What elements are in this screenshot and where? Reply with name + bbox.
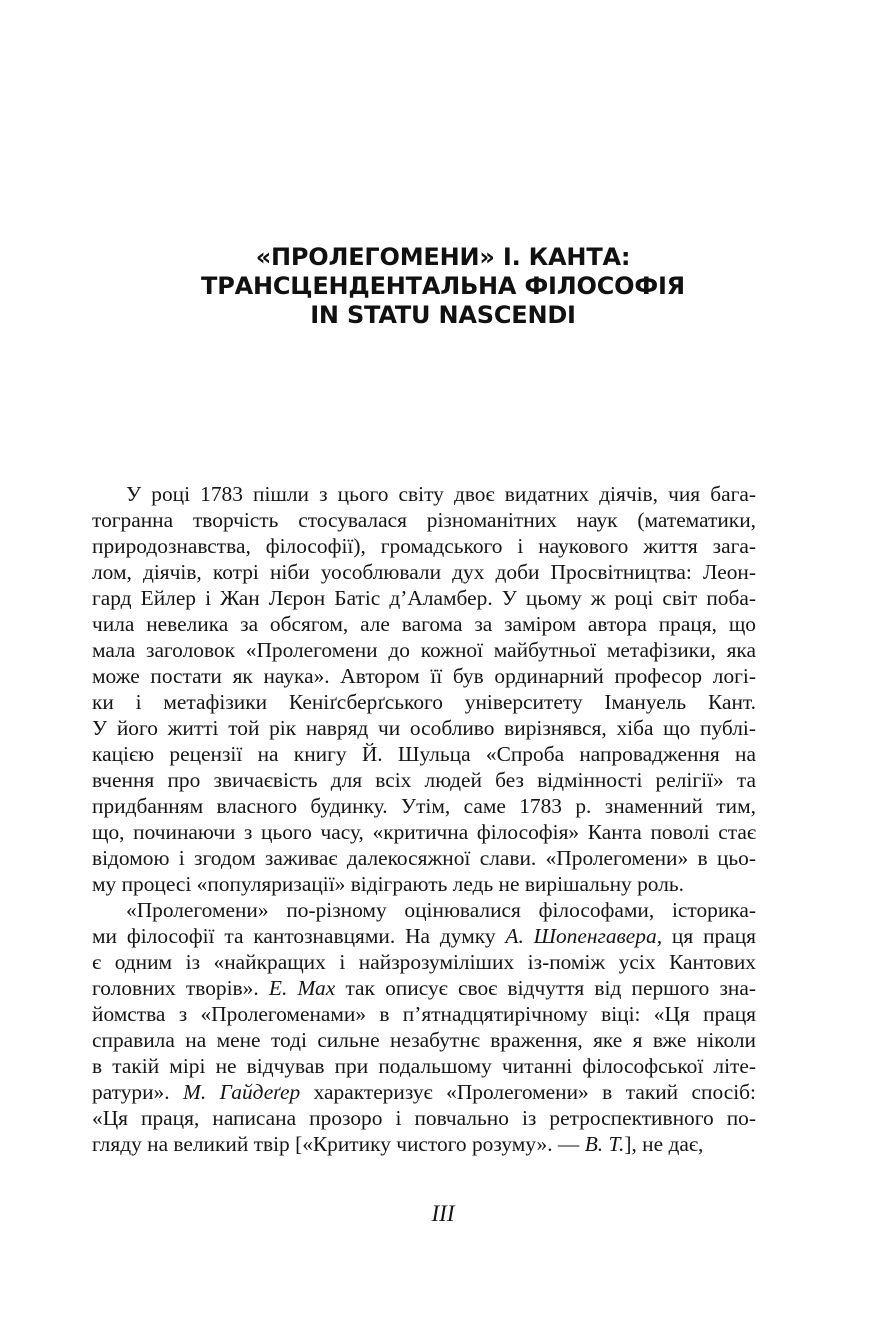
text-line: тогранна творчість стосувалася різноманітних наук (математики, <box>92 508 756 532</box>
text-line: мала заголовок «Пролегомени до кожної майбутньої метафізики, яка <box>92 638 756 662</box>
text-line: відомою і згодом заживає далекосяжної слави. «Пролегомени» в цьо- <box>92 846 756 870</box>
page-number: III <box>431 1201 455 1226</box>
text-line: ратури». М. Гайдеґер характеризує «Пролегомени» в такий спосіб: <box>92 1080 756 1104</box>
italic-name: А. Шопенгавера, <box>505 924 663 948</box>
text-line: в такій мірі не відчував при подальшому читанні філософської літе- <box>92 1054 756 1078</box>
paragraph-1 <box>92 481 756 897</box>
text-line: може постати як наука». Автором її був ординарний професор логі- <box>92 664 756 688</box>
text-line: У році 1783 пішли з цього світу двоє видатних діячів, чия бага- <box>126 482 756 506</box>
italic-name: Е. Мах <box>268 976 336 1000</box>
text-line: У його житті той рік навряд чи особливо вирізнявся, хіба що публі- <box>92 716 756 740</box>
text-line: гляду на великий твір [«Критику чистого розуму». — В. Т.], не дає, <box>92 1132 704 1156</box>
text-line: ки і метафізики Кеніґсберґського університету Імануель Кант. <box>92 690 756 714</box>
text-line: справила на мене тоді сильне незабутнє враження, яке я вже ніколи <box>92 1028 756 1052</box>
chapter-title-line-3: IN STATU NASCENDI <box>310 301 576 329</box>
text-line: є одним із «найкращих і найзрозуміліших із-поміж усіх Кантових <box>92 950 756 974</box>
text-line: придбанням власного будинку. Утім, саме 1783 р. знаменний тим, <box>92 794 756 818</box>
body-text <box>92 481 756 1157</box>
text-line: чила невелика за обсягом, але вагома за заміром автора праця, що <box>92 612 756 636</box>
text-line: «Пролегомени» по-різному оцінювалися філософами, історика- <box>126 898 756 922</box>
text-line: що, починаючи з цього часу, «критична філософія» Канта поволі стає <box>92 820 756 844</box>
text-line: лом, діячів, котрі ніби уособлювали дух доби Просвітництва: Леон- <box>92 560 756 584</box>
text-line: гард Ейлер і Жан Лєрон Батіс д’Аламбер. У цьому ж році світ поба- <box>92 586 756 610</box>
text-line: му процесі «популяризації» відіграють ледь не вирішальну роль. <box>92 872 684 896</box>
text-line: ми філософії та кантознавцями. На думку А. Шопенгавера, ця праця <box>92 924 756 948</box>
text-line: вчення про звичаєвість для всіх людей без відмінності релігії» та <box>92 768 756 792</box>
text-line: йомства з «Пролегоменами» в п’ятнадцятирічному віці: «Ця праця <box>92 1002 756 1026</box>
paragraph-2 <box>92 897 756 1157</box>
text-line: природознавства, філософії), громадського і наукового життя зага- <box>92 534 756 558</box>
text-line: кацією рецензії на книгу Й. Шульца «Спроба напровадження на <box>92 742 756 766</box>
chapter-title-line-2: ТРАНСЦЕНДЕНТАЛЬНА ФІЛОСОФІЯ <box>201 272 685 300</box>
text-line: головних творів». Е. Мах так описує своє відчуття від першого зна- <box>92 976 756 1000</box>
text-line: «Ця праця, написана прозоро і повчально із ретроспективного по- <box>92 1106 756 1130</box>
italic-name: В. Т. <box>584 1132 625 1156</box>
italic-name: М. Гайдеґер <box>183 1080 301 1104</box>
chapter-title <box>0 243 886 330</box>
chapter-title-line-1: «ПРОЛЕГОМЕНИ» І. КАНТА: <box>255 243 631 271</box>
